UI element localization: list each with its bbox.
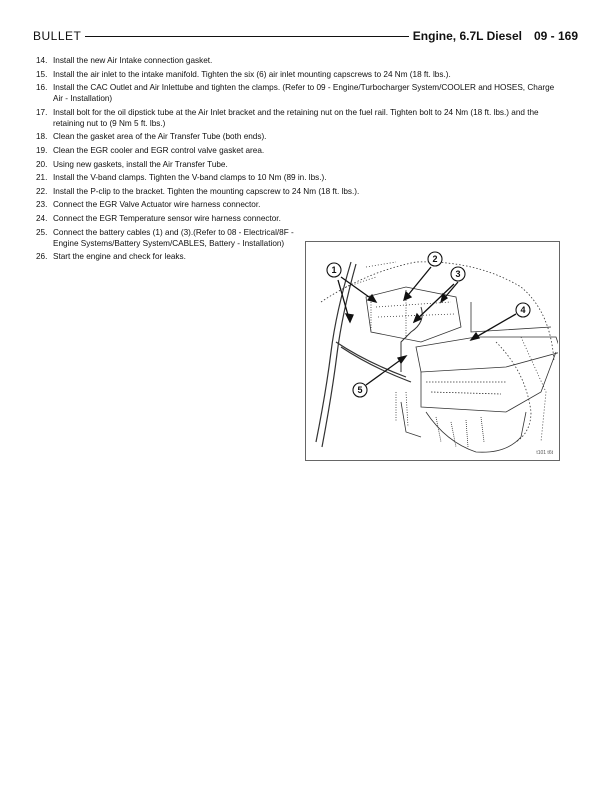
callout-1: 1 [331,265,337,275]
step-text: Install the P-clip to the bracket. Tighten the mounting capscrew to 24 Nm (18 ft. lbs.). [53,186,360,196]
step-number: 26. [36,252,48,262]
step-number: 19. [36,145,48,155]
step-text: Clean the EGR cooler and EGR control valve gasket area. [53,145,265,155]
step-item [36,159,566,170]
step-text: Connect the EGR Temperature sensor wire harness connector. [53,213,281,223]
step-item [36,145,566,156]
step-text: Start the engine and check for leaks. [53,252,186,262]
step-text: Install the new Air Intake connection gasket. [53,56,213,65]
step-item [36,213,566,224]
header-left-label: BULLET [33,29,82,43]
step-text: Connect the battery cables (1) and (3).(Refer to 08 - Electrical/8F - Engine Systems/Battery System/CABLES, Battery - Installation) [53,227,294,248]
header-title: Engine, 6.7L Diesel [412,29,522,43]
step-item [36,107,566,129]
step-item [36,55,566,66]
step-text: Install the CAC Outlet and Air Inlettube and tighten the clamps. (Refer to 09 - Engine/Turbocharger System/COOLER and HOSES, Charge Air - Installation) [53,83,555,104]
engine-diagram-figure [305,241,560,461]
step-text: Connect the EGR Valve Actuator wire harness connector. [53,200,261,210]
step-number: 14. [36,56,48,65]
step-number: 23. [36,200,48,210]
step-text: Install the V-band clamps. Tighten the V-band clamps to 10 Nm (89 in. lbs.). [53,173,327,183]
page-number: 09 - 169 [533,29,578,43]
step-number: 15. [36,69,48,79]
battery-cable [316,262,351,442]
step-item [36,69,566,80]
step-item [36,82,566,104]
figure-id: t101 t6t [536,450,553,456]
step-text: Install bolt for the oil dipstick tube at the Air Inlet bracket and the retaining nut on the fuel rail. Tighten bolt to 24 Nm (18 ft. lbs.) and the retaining nut to (9 Nm 5 ft. lbs.) [53,107,539,128]
header-rule [85,36,408,37]
step-item [36,199,566,210]
step-number: 24. [36,213,48,223]
step-text: Install the air inlet to the intake manifold. Tighten the six (6) air inlet mounting capscrews to 24 Nm (18 ft. lbs.). [53,69,451,79]
step-number: 20. [36,159,48,169]
step-item [36,186,566,197]
step-number: 22. [36,186,48,196]
callout-5: 5 [357,385,363,395]
step-item [36,131,566,142]
step-number: 16. [36,83,48,93]
step-number: 21. [36,173,48,183]
step-number: 25. [36,227,48,237]
callout-2: 2 [432,254,438,264]
page-header [33,28,578,44]
step-number: 17. [36,107,48,117]
engine-illustration [306,242,558,459]
step-text: Clean the gasket area of the Air Transfer Tube (both ends). [53,132,267,142]
step-item [36,172,566,183]
procedure-steps [36,55,566,265]
step-text: Using new gaskets, install the Air Transfer Tube. [53,159,228,169]
step-number: 18. [36,132,48,142]
callout-3: 3 [455,269,461,279]
callout-4: 4 [520,305,526,315]
